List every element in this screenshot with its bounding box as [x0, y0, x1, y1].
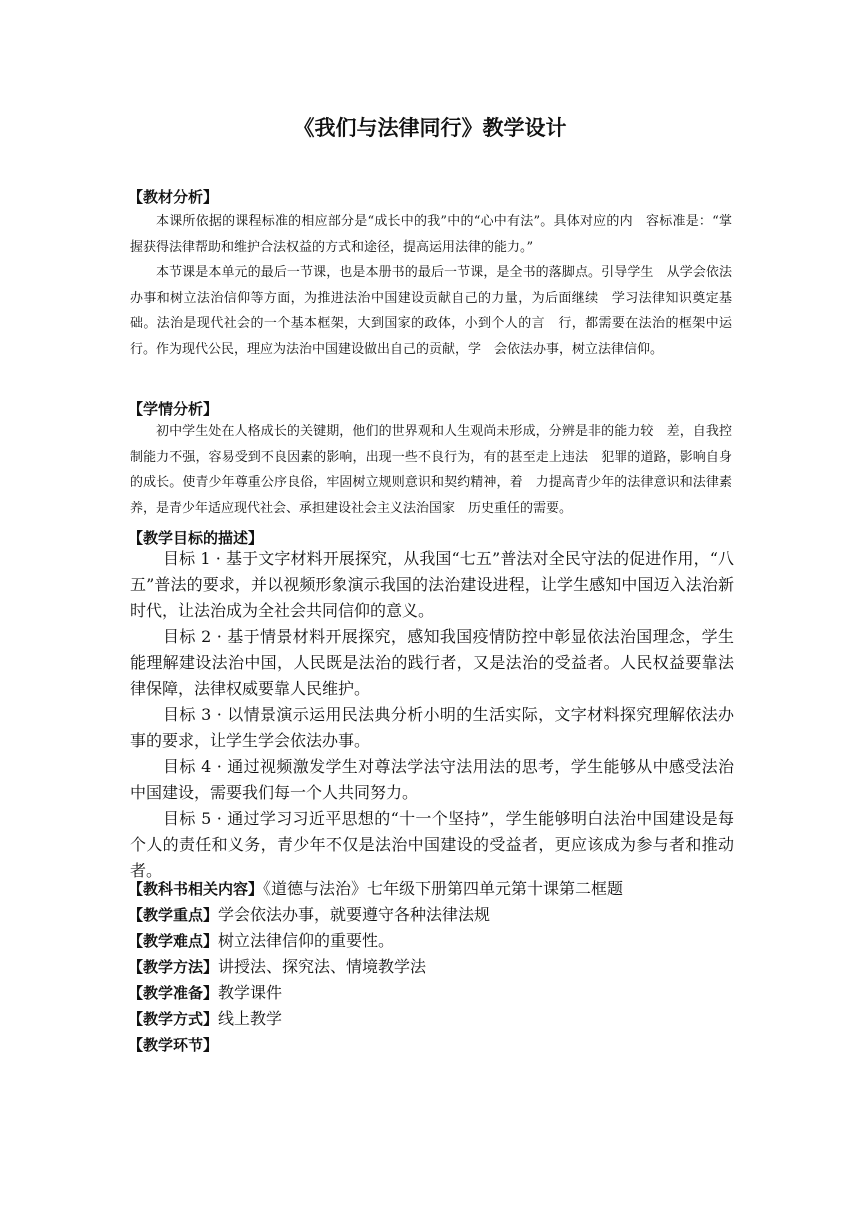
- section-heading-objectives: 【教学目标的描述】: [128, 529, 264, 547]
- objective-item-5: 目标 5 · 通过学习习近平思想的“十一个坚持”，学生能够明白法治中国建设是每个人的责任和义务，青少年不仅是法治中国建设的受益者，更应该成为参与者和推动者。: [130, 809, 734, 880]
- info-line-preparation: [128, 983, 282, 1003]
- info-value: 树立法律信仰的重要性。: [218, 931, 395, 950]
- document-title: 《我们与法律同行》教学设计: [293, 116, 567, 140]
- info-label: 【教学方法】: [128, 958, 219, 976]
- objective-item-4: 目标 4 · 通过视频激发学生对尊法学法守法用法的思考，学生能够从中感受法治中国建设，需要我们每一个人共同努力。: [130, 757, 734, 802]
- info-label: 【教学环节】: [128, 1036, 219, 1054]
- section-heading-student-analysis: 【学情分析】: [128, 400, 219, 418]
- info-line-key-point: [128, 905, 490, 925]
- info-label: 【教学准备】: [128, 984, 219, 1002]
- info-label: 【教学方式】: [128, 1010, 219, 1028]
- section-heading-material-analysis: 【教材分析】: [128, 188, 219, 206]
- info-value: 教学课件: [218, 983, 283, 1002]
- info-value: 线上教学: [218, 1009, 283, 1028]
- info-label: 【教学重点】: [128, 906, 219, 924]
- info-value: 《道德与法治》七年级下册第四单元第十课第二框题: [263, 879, 624, 898]
- objective-item-3: 目标 3 · 以情景演示运用民法典分析小明的生活实际，文字材料探究理解依法办事的要求，让学生学会依法办事。: [130, 705, 734, 750]
- objective-item-2: 目标 2 · 基于情景材料开展探究，感知我国疫情防控中彰显依法治国理念，学生能理解建设法治中国，人民既是法治的践行者，又是法治的受益者。人民权益要靠法律保障，法律权威要靠人民维护。: [130, 627, 734, 698]
- info-label: 【教学难点】: [128, 932, 219, 950]
- info-line-mode: [128, 1009, 282, 1029]
- info-line-difficulty: [128, 931, 394, 951]
- material-analysis-paragraph-2: 本节课是本单元的最后一节课，也是本册书的最后一节课，是全书的落脚点。引导学生 从学会依法办事和树立法治信仰等方面，为推进法治中国建设贡献自己的力量，为后面继续 学习法律知识奠定基础。法治是现代社会的一个基本框架，大到国家的政体，小到个人的言 行，都需要在法治的框架中运行。作为现代公民，理应为法治中国建设做出自己的贡献，学 会依法办事，树立法律信仰。: [130, 265, 732, 357]
- objective-item-1: 目标 1 · 基于文字材料开展探究，从我国“七五”普法对全民守法的促进作用，“八五”普法的要求，并以视频形象演示我国的法治建设进程，让学生感知中国迈入法治新时代，让法治成为全社会共同信仰的意义。: [130, 549, 734, 620]
- info-value: 学会依法办事，就要遵守各种法律法规: [218, 905, 491, 924]
- student-analysis-paragraph: 初中学生处在人格成长的关键期，他们的世界观和人生观尚未形成，分辨是非的能力较 差，自我控制能力不强，容易受到不良因素的影响，出现一些不良行为，有的甚至走上违法 犯罪的道路，影响自身的成长。使青少年尊重公序良俗，牢固树立规则意识和契约精神，着 力提高青少年的法律意识和法律素养，是青少年适应现代社会、承担建设社会主义法治国家 历史重任的需要。: [130, 424, 732, 516]
- info-value: 讲授法、探究法、情境教学法: [218, 957, 427, 976]
- material-analysis-paragraph-1: 本课所依据的课程标准的相应部分是“成长中的我”中的“心中有法”。具体对应的内 容标准是：“掌握获得法律帮助和维护合法权益的方式和途径，提高运用法律的能力。”: [130, 214, 732, 255]
- info-label: 【教科书相关内容】: [128, 880, 264, 898]
- info-line-method: [128, 957, 426, 977]
- info-line-textbook-content: [128, 879, 623, 899]
- info-line-teaching-steps: [128, 1035, 218, 1055]
